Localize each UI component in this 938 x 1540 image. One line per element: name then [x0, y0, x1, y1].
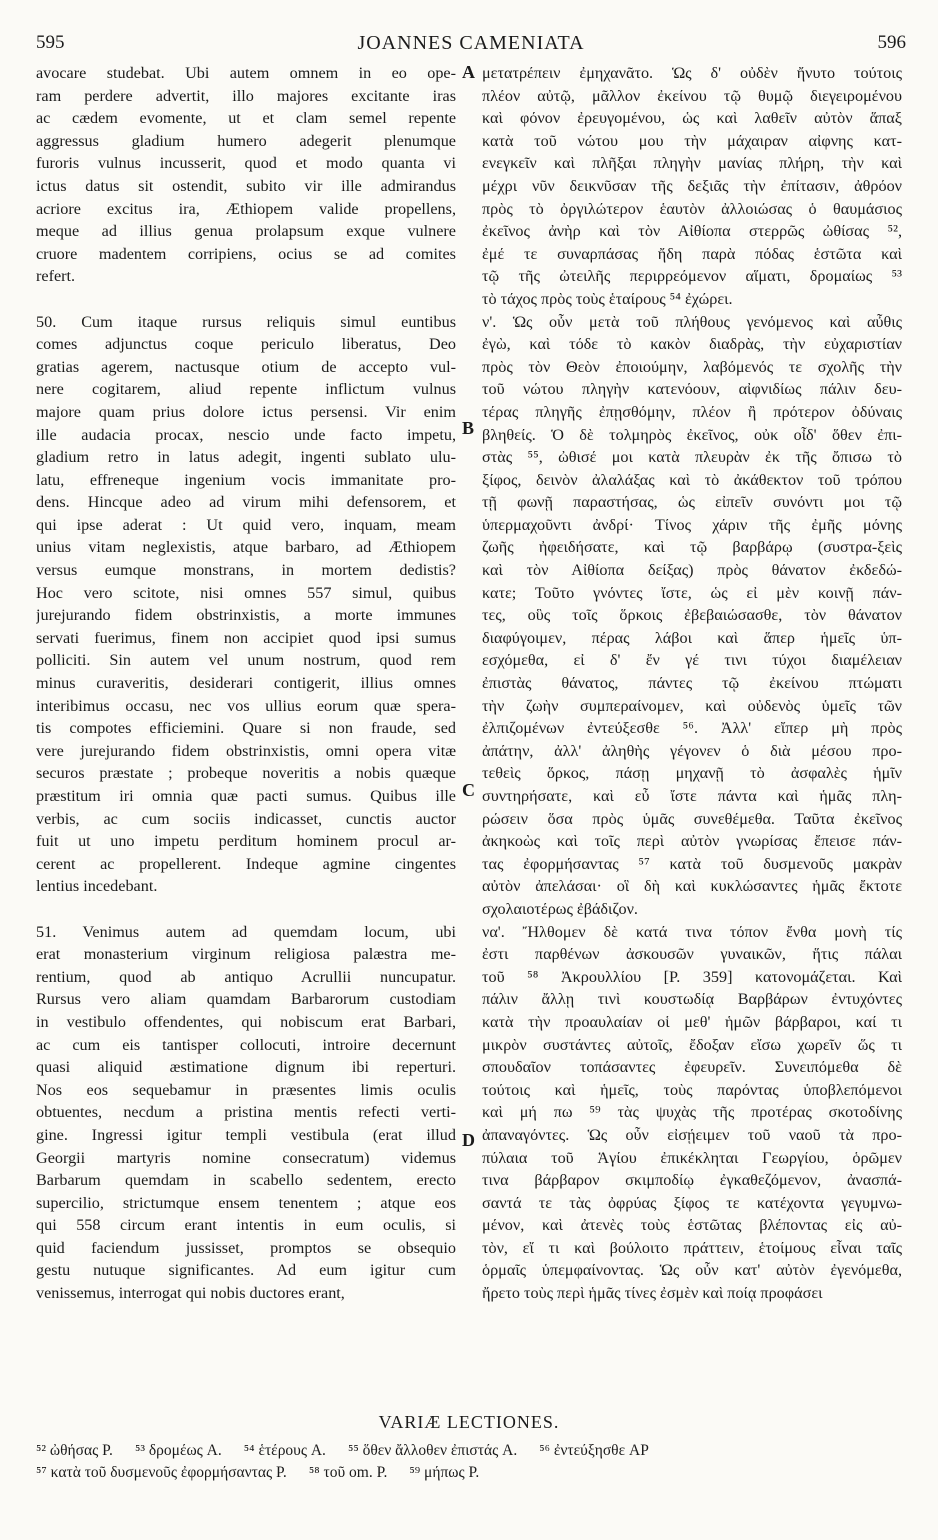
text-line: τὸ τάχος πρὸς τοὺς ἑταίρους ⁵⁴ ἐχώρει. [482, 289, 733, 308]
text-line: erat monasterium virginum religiosa palæstra me- [36, 945, 456, 964]
text-line: ἐλπιζομένων ἐντεύξεσθε ⁵⁶. Ἀλλ' εἴπερ μὴ πρὸς [482, 719, 902, 738]
text-line: ram perdere advertit, illo majores excitante iras [36, 86, 456, 105]
text-line: ἀπαναγόντες. Ὡς οὖν εἰσῄειμεν τοῦ ναοῦ τὰ προ- [482, 1125, 902, 1144]
text-line: gratias agerem, nactusque otium de accepto vul- [36, 357, 456, 376]
text-line: ἐστι παρθένων ἀσκουσῶν γυναικῶν, ἥτις πάλαι [482, 945, 902, 964]
text-line: τες, οὓς τοῖς ὅρκοις ἐβεβαιώσασθε, τὸν θάνατον [482, 606, 902, 625]
text-line: σαντά τε τὰς ὀφρύας ξίφος τε κατέχοντα γεγυμνω- [482, 1193, 902, 1212]
text-line: ὁρμαῖς ὑπεμφαίνοντας. Ὡς οὖν κατ' αὐτὸν ἐγενόμεθα, [482, 1261, 902, 1280]
text-line: μικρὸν συστάντες αὐτοῖς, ἔδοξαν εἴσω χωρεῖν ὥς τι [482, 1035, 902, 1054]
text-line: vere jurejurando fidem obstrinxistis, omni opera vitæ [36, 741, 456, 760]
text-line: fuit ut uno impetu perditum hominem procul ar- [36, 832, 456, 851]
text-line: ἐγὼ, καὶ τόδε τὸ κακὸν διαδρὰς, τὴν εὐχαριστίαν [482, 335, 902, 354]
text-line: ac cum eis tantisper collocuti, introire decernunt [36, 1035, 456, 1054]
text-line: 50. Cum itaque rursus reliquis simul euntibus [36, 312, 456, 331]
text-line: unius vitam neglexistis, atque barbaro, ad Æthiopem [36, 538, 456, 557]
text-line: minus curaveritis, desiderari contigerit, illius omnes [36, 674, 456, 693]
text-line: quid faciendum jussisset, promptos se obsequio [36, 1238, 456, 1257]
text-line: ρώσειν ὅσα πρὸς ὑμᾶς συνεθέμεθα. Ταῦτα ἐκεῖνος [482, 809, 902, 828]
text-line: καὶ τὸν Αἰθίοπα δείξας) πρὸς θάνατον ἐκδεδώ- [482, 561, 902, 580]
text-line: meque ad illius genua prolapsum exque vulnere [36, 222, 456, 241]
text-line: κατὰ τοῦ νώτου μου τὴν μάχαιραν αἰφνης κατ- [482, 131, 902, 150]
variant-reading: ⁵⁵ ὅθεν ἄλλοθεν ἐπιστάς A. [347, 1442, 518, 1459]
text-line: πάλιν ἄλλῃ τινὶ κουστωδίᾳ Βαρβάρων ἐντυχόντες [482, 990, 902, 1009]
text-line: ἤρετο τοὺς περὶ ἡμᾶς τίνες ἐσμὲν καὶ ποίᾳ προφάσει [482, 1284, 823, 1303]
variant-reading: ⁵⁶ ἐντεύξησθε AP [539, 1442, 649, 1459]
text-line: ille audacia procax, nescio unde facto impetu, [36, 425, 456, 444]
text-line: avocare studebat. Ubi autem omnem in eo ope- [36, 64, 456, 82]
text-line: τινα βάρβαρον σκιμποδίῳ ἐγκαθεζόμενον, ἀνασπά- [482, 1171, 902, 1190]
text-line: τὴν ζωὴν συμπεραίνομεν, καὶ οὐδενὸς ὑμεῖς τῶν [482, 696, 902, 715]
text-line: ἐπιστὰς θάνατος, πάντες τῷ ἐκείνου πτώματι [482, 674, 902, 693]
text-line: ac cædem evomente, ut et clam semel repente [36, 109, 456, 128]
text-line: καὶ φόνον ἐρευγομένου, ὡς καὶ λαθεῖν αὐτὸν ἅπαξ [482, 109, 902, 128]
text-line: rentium, quod ab antiquo Acrullii nuncupatur. [36, 967, 456, 986]
text-line: τῇ φωνῇ παραστήσας, ὡς εἰπεῖν συνόντι μοι τῷ [482, 493, 902, 512]
greek-column [482, 62, 902, 1305]
text-line: να'. Ἤλθομεν δὲ κατά τινα τόπον ἔνθα μονὴ τίς [482, 922, 902, 941]
text-line: τῷ τῆς ὠτειλῆς περιρρεόμενον αἵματι, δρομαίως ⁵³ [482, 267, 902, 286]
text-line: acriore excitus ira, Æthiopem valide propellens, [36, 199, 456, 218]
variant-reading: ⁵³ δρομέως A. [134, 1442, 222, 1459]
text-line: ἀκηκοὼς καὶ τοῖς περὶ αὐτὸν γνωρίσας ἔπεισε πάν- [482, 832, 902, 851]
text-line: ν'. Ὡς οὖν μετὰ τοῦ πλήθους γενόμενος καὶ αὖθις [482, 312, 902, 331]
text-line: μένον, καὶ ἀτενὲς τοὺς ἑστῶτας βλέποντας εἰς αὐ- [482, 1216, 902, 1235]
text-line: Rursus vero aliam quamdam Barbarorum custodiam [36, 990, 456, 1009]
text-line: jurejurando fidem obstrinxistis, a morte immunes [36, 606, 456, 625]
variant-reading: ⁵⁴ ἑτέρους A. [243, 1442, 326, 1459]
text-line: ζωῆς ἠφειδήσατε, καὶ τῷ βαρβάρῳ (συστρα-ξεὶς [482, 538, 902, 557]
text-line: ξίφος, δεινὸν ἀλαλάξας καὶ τὸ ἀκάθεκτον τοῦ τρόπου [482, 470, 902, 489]
text-line: τοῦ νώτου πληγὴν κατενόουν, αἰφνιδίως πάλιν δευ- [482, 380, 902, 399]
text-line: καὶ μή πω ⁵⁹ τὰς ψυχὰς τῆς προτέρας σκοτοδίνης [482, 1103, 902, 1122]
text-line: ἀπάτην, ἀλλ' ἀληθὴς γέγονεν ὁ διὰ μέσου προ- [482, 741, 902, 760]
text-line: obtuentes, necdum a pristina mentis refecti verti- [36, 1103, 456, 1122]
text-line: κατε; Τοῦτο γνόντες ἴστε, ὡς εἰ μὲν κοινῇ πάν- [482, 583, 902, 602]
text-line: præstitum iri omnia quæ pacti sumus. Quibus ille [36, 787, 456, 805]
text-line: nere cogitarem, aliud repente inflictum vulnus [36, 380, 456, 399]
text-line: τοῦ ⁵⁸ Ἀκρουλλίου [P. 359] κατονομάζεται. Καὶ [482, 967, 902, 986]
variant-reading: ⁵² ὠθήσας P. [36, 1442, 113, 1459]
text-line: εσχόμεθα, εἰ δ' ἔν γέ τινι τύχοι διαμέλειαν [482, 651, 902, 670]
variant-line-2 [36, 1462, 906, 1484]
text-line: πλέον αὐτῷ, μᾶλλον ἐκείνου τῷ θυμῷ διεγειρομένου [482, 86, 902, 105]
text-line: qui 558 circum erant intentis in eum oculis, si [36, 1216, 456, 1235]
text-line: verbis, ac cum sociis indicasset, cunctis auctor [36, 809, 456, 828]
variant-line-1 [36, 1440, 906, 1462]
text-line: cerent ac propellerent. Indeque agmine cingentes [36, 854, 456, 873]
text-line: gladium retro in latus adegit, ingenti sublato ulu- [36, 448, 456, 467]
variae-lectiones-title: VARIÆ LECTIONES. [378, 1412, 560, 1432]
page-number-right: 596 [877, 32, 906, 53]
running-title: JOANNES CAMENIATA [357, 32, 585, 54]
text-line: majore quam prius dolore ictus persensi. Vir enim [36, 402, 456, 421]
variant-reading: ⁵⁸ τοῦ om. P. [308, 1464, 388, 1481]
text-line: ictus datus sit ostendit, subito vir ille admirandus [36, 176, 456, 195]
margin-letter-b: B [462, 418, 475, 438]
text-line: lentius incedebant. [36, 877, 158, 896]
text-line: συντηρήσατε, καὶ εὖ ἴστε πάντα καὶ ἡμᾶς πλη- [482, 787, 902, 805]
variae-lectiones [36, 1440, 906, 1484]
paragraph-gap [36, 898, 456, 921]
text-line: ὑπερμαχοῦντι ἀνδρί· Τίνος χάριν τῆς ἐμῆς μόνης [482, 515, 902, 534]
text-line: securos præstate ; probeque noveritis a nobis quæque [36, 764, 456, 783]
text-line: furoris vulnus incusserit, quod et modo quanta vi [36, 154, 456, 173]
text-line: πρὸς τὸ ὀργιλώτερον ἑαυτὸν ἀλλοιώσας ὁ θαυμάσιος [482, 199, 902, 218]
text-line: σχολαιοτέρως ἐβάδιζον. [482, 899, 638, 918]
text-line: quasi aliquid æstimatione dignum ibi reperturi. [36, 1058, 456, 1077]
text-line: τὸν, εἴ τι καὶ βούλοιτο πράττειν, ἑτοίμους εἶναι ταῖς [482, 1238, 902, 1257]
text-line: servati fuerimus, finem non accipiet quod ipsi sumus [36, 628, 456, 647]
page-number-left: 595 [36, 32, 65, 53]
text-line: τας ἐφορμήσαντας ⁵⁷ κατὰ τοῦ δυσμενοῦς μακρὰν [482, 854, 902, 873]
text-line: versus eumque monstrans, in mortem dedistis? [36, 561, 456, 580]
text-line: πρὸς τὸν Θεὸν ἐποιούμην, λαβόμενός τε σχολῆς τὴν [482, 357, 902, 376]
text-line: τεθεὶς ὅρκος, πάσῃ μηχανῇ τὸ ἀσφαλὲς ἡμῖν [482, 764, 902, 783]
text-line: Georgii martyris nomine consecratum) videmus [36, 1148, 456, 1167]
text-line: μετατρέπειν ἐμηχανᾶτο. Ὡς δ' οὐδὲν ἤνυτο τούτοις [482, 64, 902, 82]
text-line: gestu nutuque significantes. Ad eum igitur cum [36, 1261, 456, 1280]
text-line: ἐμέ τε συναρπάσας ἤδη παρὰ πόδας ἑστῶτα καὶ [482, 244, 902, 263]
latin-column [36, 62, 456, 1305]
text-line: Nos eos sequebamur in præsentes limis oculis [36, 1080, 456, 1099]
text-line: μέχρι νῦν δεικνῦσαν τῆς δεξιᾶς τὴν ἐπίτασιν, ἀθρόον [482, 176, 902, 195]
margin-letter-a: A [462, 62, 475, 82]
variant-reading: ⁵⁷ κατὰ τοῦ δυσμενοῦς ἐφορμήσαντας P. [36, 1464, 287, 1481]
text-line: cruore madentem corripiens, ocius se ad comites [36, 244, 456, 263]
margin-letter-d: D [462, 1130, 475, 1150]
text-line: polliciti. Sin autem vel unum nostrum, quod rem [36, 651, 456, 670]
text-line: in vestibulo offendentes, qui nobiscum erat Barbari, [36, 1012, 456, 1031]
text-line: latu, effreneque ingenium vocis immanitate pro- [36, 470, 456, 489]
text-line: διαφύγοιμεν, πέρας λάβοι καὶ ἅπερ ἡμεῖς ὑπ- [482, 628, 902, 647]
text-line: interibimus occasu, nec vos ullius eorum quæ spera- [36, 696, 456, 715]
paragraph-gap [36, 288, 456, 311]
text-line: 51. Venimus autem ad quemdam locum, ubi [36, 922, 456, 941]
text-line: tis compotes efficiemini. Quare si non fraude, sed [36, 719, 456, 738]
page-header [36, 32, 906, 58]
text-line: ἐκεῖνος ἀνὴρ καὶ τὸν Αἰθίοπα στερρῶς ὠθίσας ⁵², [482, 222, 902, 241]
text-line: κατὰ τὴν προαυλαίαν οἱ μεθ' ἡμῶν βάρβαροι, καί τι [482, 1012, 902, 1031]
text-line: Hoc vero scitote, nisi omnes 557 simul, quibus [36, 583, 456, 602]
text-line: τούτοις καὶ ἡμεῖς, τοὺς παρόντας ὑποβλεπόμενοι [482, 1080, 902, 1099]
text-line: τέρας πληγῆς ἐπῃσθόμην, πλέον ἢ πρότερον ὀδύναις [482, 402, 902, 421]
text-line: dens. Hincque adeo ad virum mihi defensorem, et [36, 493, 456, 512]
text-line: αὐτὸν ἀπελάσαι· οἳ δὴ καὶ κυκλώσαντες ἡμᾶς ἔκτοτε [482, 877, 902, 896]
text-line: comes adjunctus coque periculo liberatus, Deo [36, 335, 456, 354]
text-line: βληθείς. Ὁ δὲ τολμηρὸς ἐκεῖνος, οὐκ οἶδ' ὅθεν ἐπι- [482, 425, 902, 444]
text-line: aggressus gladium humero adegerit plenumque [36, 131, 456, 150]
text-line: refert. [36, 267, 76, 286]
text-line: venissemus, interrogat qui nobis ductores erant, [36, 1284, 345, 1303]
text-line: gine. Ingressi igitur templi vestibula (erat illud [36, 1125, 456, 1144]
margin-letter-c: C [462, 780, 475, 800]
text-line: σπουδαῖον τοπάσαντες ἐφευρεῖν. Συνειπόμεθα δὲ [482, 1058, 902, 1077]
text-line: supercilio, strictumque ensem tenentem ; atque eos [36, 1193, 456, 1212]
text-line: Barbarum quemdam in scabello sedentem, erecto [36, 1171, 456, 1190]
variant-reading: ⁵⁹ μήπως P. [409, 1464, 480, 1481]
text-line: στὰς ⁵⁵, ὠθισέ μοι κατὰ πλευρὰν ἐκ τῆς ὄπισω τὸ [482, 448, 902, 467]
text-line: qui ipse aderat : Ut quid vero, inquam, meam [36, 515, 456, 534]
text-line: πύλαια τοῦ Ἁγίου ἐπικέκληται Γεωργίου, ὁρῶμεν [482, 1148, 902, 1167]
text-line: ενεγκεῖν καὶ πλῆξαι πληγὴν μανίας πλήρη, τὴν καὶ [482, 154, 902, 173]
